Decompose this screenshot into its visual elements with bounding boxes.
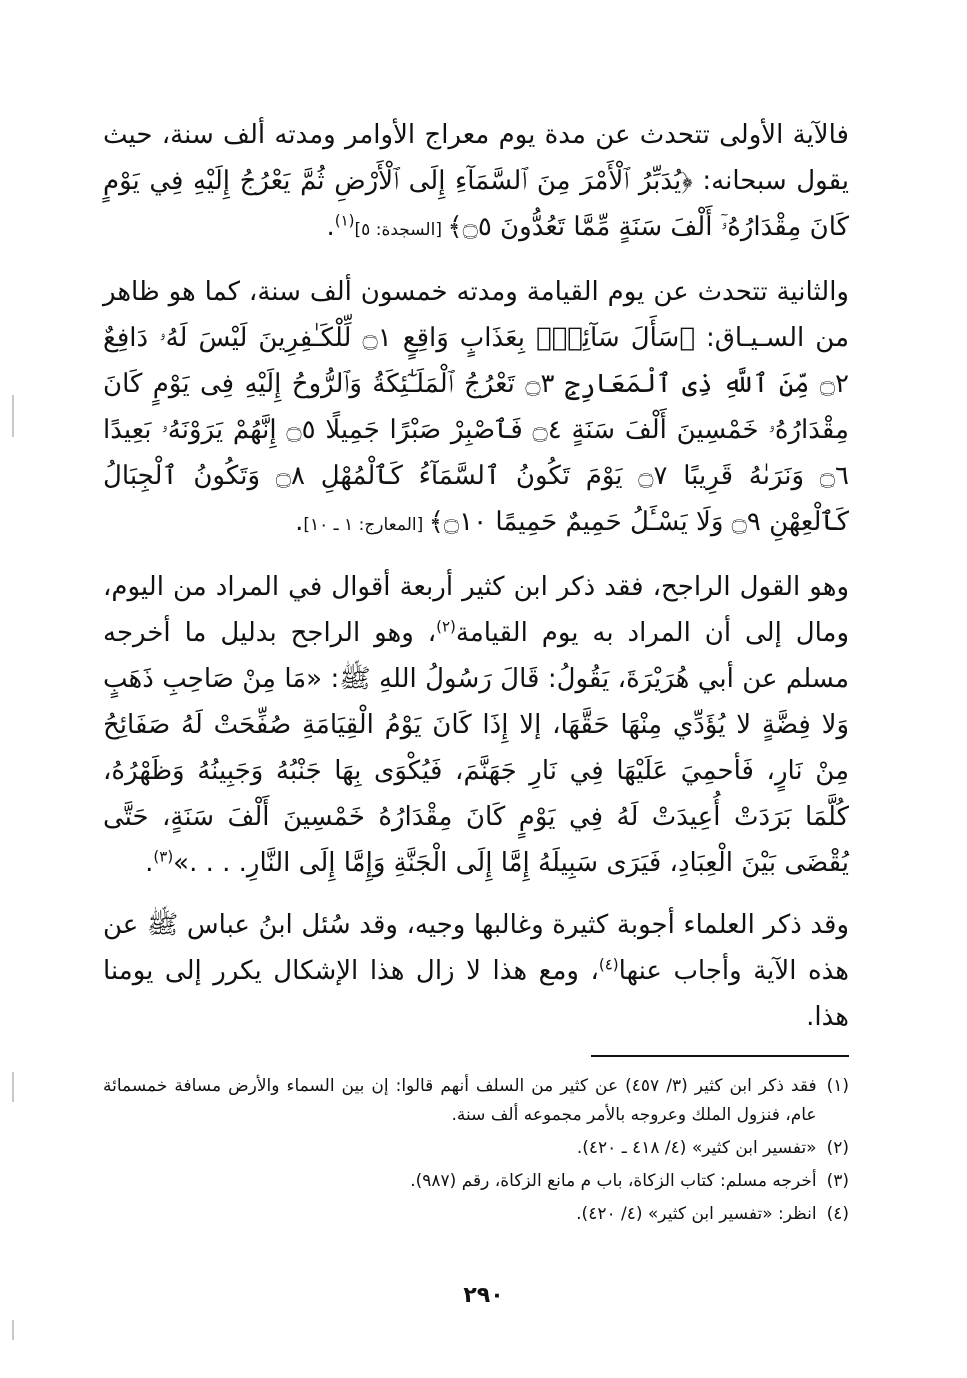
footnote-item <box>103 1134 849 1163</box>
scan-artifact <box>12 1072 14 1102</box>
page-body <box>103 112 849 1040</box>
paragraph-1 <box>103 112 849 253</box>
footnote-ref[interactable]: (٢) <box>436 617 456 636</box>
quran-verse: ﴿سَأَلَ سَآئِلٌۢ بِعَذَابٍ وَاقِعٍ ۝١ لِّلْكَـٰفِرِينَ لَيْسَ لَهُۥ دَافِعٌ ۝٢ مِّنَ ٱللَّهِ ذِى ٱلْمَعَارِجِ ۝٣ تَعْرُجُ ٱلْمَلَـٰٓئِكَةُ وَٱلرُّوحُ إِلَيْهِ فِى يَوْمٍ كَانَ مِقْدَارُهُۥ خَمْسِينَ أَلْفَ سَنَةٍ ۝٤ فَٱصْبِرْ صَبْرًا جَمِيلًا ۝٥ إِنَّهُمْ يَرَوْنَهُۥ بَعِيدًا ۝٦ وَنَرَىٰهُ قَرِيبًا ۝٧ يَوْمَ تَكُونُ ٱلسَّمَآءُ كَٱلْمُهْلِ ۝٨ وَتَكُونُ ٱلْجِبَالُ كَٱلْعِهْنِ ۝٩ وَلَا يَسْـَٔلُ حَمِيمٌ حَمِيمًا ۝١٠﴾ <box>103 323 850 537</box>
footnote-text: انظر: «تفسير ابن كثير» (٤/ ٤٢٠). <box>576 1204 817 1224</box>
footnote-text: أخرجه مسلم: كتاب الزكاة، باب م مانع الزكاة، رقم (٩٨٧). <box>410 1171 817 1191</box>
verse-reference: [المعارج: ١ ـ ١٠] <box>303 515 429 535</box>
footnote-item <box>103 1167 849 1196</box>
quran-verse: ﴿يُدَبِّرُ ٱلْأَمْرَ مِنَ ٱلسَّمَآءِ إِلَى ٱلْأَرْضِ ثُمَّ يَعْرُجُ إِلَيْهِ فِي يَوْمٍ كَانَ مِقْدَارُهُۥٓ أَلْفَ سَنَةٍ مِّمَّا تَعُدُّونَ ۝٥﴾ <box>103 166 849 242</box>
footnote-text: «تفسير ابن كثير» (٤/ ٤١٨ ـ ٤٢٠). <box>576 1138 817 1158</box>
footnote-separator <box>591 1055 849 1057</box>
verse-reference: [السجدة: ٥] <box>354 220 448 240</box>
paragraph-text: وهو القول الراجح، فقد ذكر ابن كثير أربعة أقوال في المراد من اليوم، ومال إلى أن المراد به يوم القيامة <box>103 572 850 648</box>
footnote-item <box>103 1072 849 1130</box>
footnote-ref[interactable]: (١) <box>334 211 355 230</box>
footnote-text: فقد ذكر ابن كثير (٣/ ٤٥٧) عن كثير من السلف أنهم قالوا: إن بين السماء والأرض مسافة خمسمائة عام، فنزول الملك وعروجه بالأمر مجموعه ألف سنة. <box>103 1076 817 1125</box>
paragraph-text: فالآية الأولى تتحدث عن مدة يوم معراج الأوامر ومدته ألف سنة، حيث يقول سبحانه: <box>103 120 849 196</box>
footnote-number: (٤) <box>826 1204 849 1224</box>
footnote-number: (١) <box>826 1076 849 1096</box>
footnotes <box>103 1072 849 1233</box>
footnote-ref[interactable]: (٣) <box>153 847 174 866</box>
scan-artifact <box>12 395 14 437</box>
paragraph-text: . <box>145 848 154 878</box>
footnote-number: (٢) <box>826 1138 849 1158</box>
paragraph-3 <box>103 564 849 886</box>
paragraph-text: . <box>295 507 304 537</box>
footnote-ref[interactable]: (٤) <box>598 955 619 974</box>
hadith-text: ، وهو الراجح بدليل ما أخرجه مسلم عن أبي هُرَيْرَةَ، يَقُولُ: قَالَ رَسُولُ اللهِ ﷺ: «مَا مِنْ صَاحِبِ ذَهَبٍ وَلا فِضَّةٍ لا يُؤَدِّي مِنْهَا حَقَّهَا، إلا إِذَا كَانَ يَوْمُ الْقِيَامَةِ صُفِّحَتْ لَهُ صَفَائِحُ مِنْ نَارٍ، فَأحمِيَ عَلَيْهَا فِي نَارِ جَهَنَّمَ، فَيُكْوَى بِهَا جَنْبُهُ وَجَبِينُهُ وَظَهْرُهُ، كُلَّمَا بَرَدَتْ أُعِيدَتْ لَهُ فِي يَوْمٍ كَانَ مِقْدَارُهُ خَمْسِينَ أَلْفَ سَنَةٍ، حَتَّى يُقْضَى بَيْنَ الْعِبَادِ، فَيَرَى سَبِيلَهُ إِمَّا إِلَى الْجَنَّةِ وَإِمَّا إِلَى النَّارِ. . . .» <box>103 618 849 878</box>
paragraph-2 <box>103 269 849 548</box>
paragraph-4 <box>103 902 849 1040</box>
scan-artifact <box>12 1320 14 1340</box>
paragraph-text: والثانية تتحدث عن يوم القيامة ومدته خمسون ألف سنة، كما هو ظاهر من السـيـاق: <box>103 277 850 353</box>
footnote-item <box>103 1200 849 1229</box>
footnote-number: (٣) <box>826 1171 849 1191</box>
paragraph-text: ، ومع هذا لا زال هذا الإشكال يكرر إلى يومنا هذا. <box>103 956 849 1032</box>
paragraph-text: وقد ذكر العلماء أجوبة كثيرة وغالبها وجيه، وقد سُئل ابنُ عباس ﷺ عن هذه الآية وأجاب عنها <box>103 910 849 986</box>
paragraph-text: . <box>326 212 335 242</box>
page-number: ٢٩٠ <box>463 1283 504 1308</box>
